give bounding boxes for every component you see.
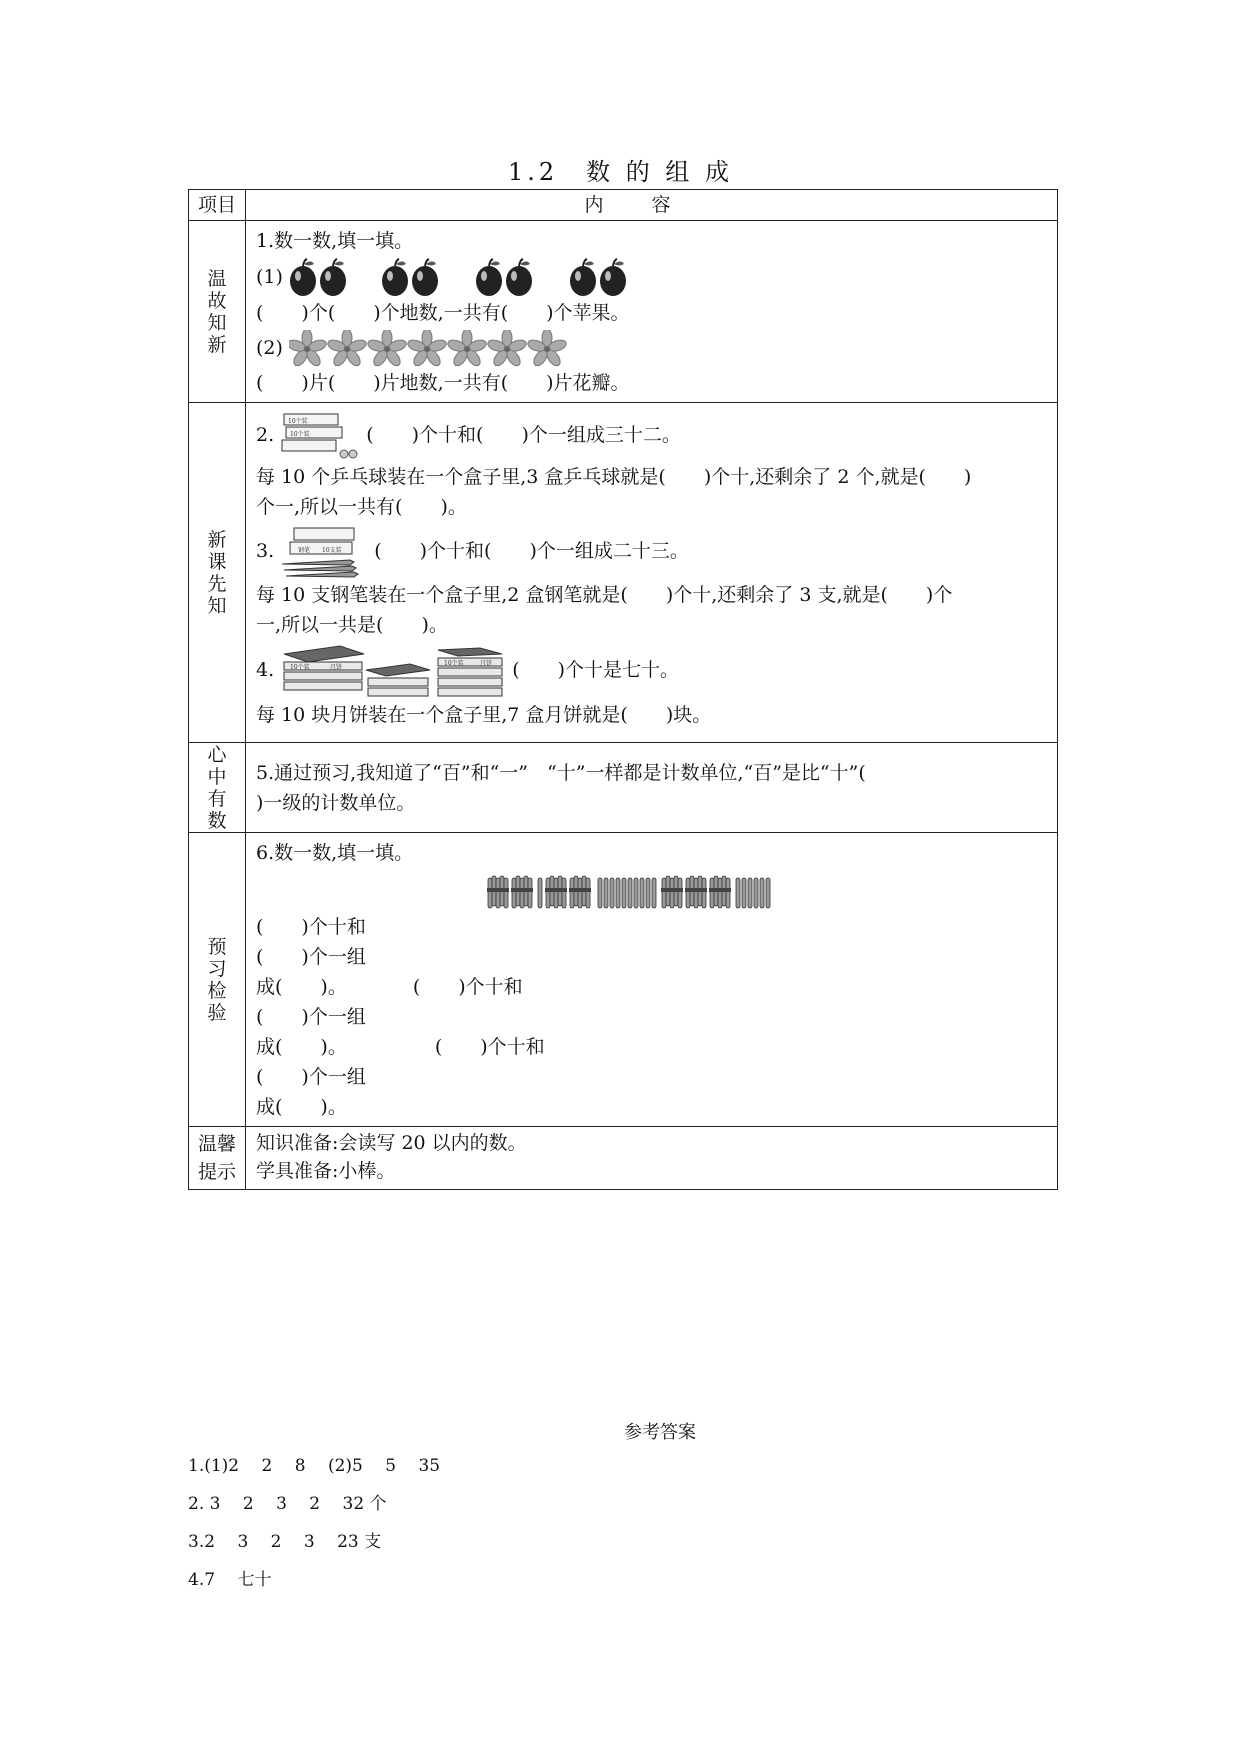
q3-fill-line: ( )个十和( )个一组成二十三。 xyxy=(374,540,689,562)
check-content xyxy=(246,833,1058,1127)
q3-explanation-line-1: 每 10 支钢笔装在一个盒子里,2 盒钢笔就是( )个十,还剩余了 3 支,就是( )个 xyxy=(256,584,953,606)
answers-title: 参考答案 xyxy=(624,1422,696,1443)
answer-item: 4.7 七十 xyxy=(188,1570,272,1590)
header-content-label: 内容 xyxy=(246,190,1058,221)
q6-title: 6.数一数,填一填。 xyxy=(256,842,414,864)
q1-2-fill-line: ( )片( )片地数,一共有( )片花瓣。 xyxy=(256,372,630,394)
worksheet-table xyxy=(188,189,1058,1190)
review-content xyxy=(246,221,1058,403)
svg-text:月饼: 月饼 xyxy=(480,660,493,667)
question-1-title: 1.数一数,填一填。 xyxy=(256,230,414,252)
apple-pairs-illustration xyxy=(289,258,649,298)
tips-line-1: 知识准备:会读写 20 以内的数。 xyxy=(256,1132,527,1154)
new-lesson-content xyxy=(246,403,1058,743)
row-label-review: 温 故 知 新 xyxy=(189,221,246,403)
q6-line-6: ( )个一组 xyxy=(256,1066,366,1088)
svg-text:10支装: 10支装 xyxy=(322,547,342,554)
q6-line-4: ( )个一组 xyxy=(256,1006,366,1028)
svg-text:10个装: 10个装 xyxy=(290,431,310,438)
q2-fill-line: ( )个十和( )个一组成三十二。 xyxy=(366,424,681,446)
q6-line-3b: ( )个十和 xyxy=(412,976,523,998)
q3-number: 3. xyxy=(256,540,275,562)
q4-fill-line: ( )个十是七十。 xyxy=(512,659,680,681)
answers-list xyxy=(188,1447,440,1599)
ping-pong-boxes-illustration xyxy=(280,410,360,462)
q2-explanation-line-2: 个一,所以一共有( )。 xyxy=(256,496,467,518)
sticks-bundles-illustration xyxy=(486,872,796,912)
answer-item: 2. 3 2 3 2 32 个 xyxy=(188,1494,387,1514)
svg-text:10个装: 10个装 xyxy=(444,660,464,667)
row-label-tips: 温馨 提示 xyxy=(189,1127,246,1190)
q6-line-2: ( )个一组 xyxy=(256,946,366,968)
q2-explanation-line-1: 每 10 个乒乓球装在一个盒子里,3 盒乒乓球就是( )个十,还剩余了 2 个,就是( ) xyxy=(256,466,972,488)
svg-text:月饼: 月饼 xyxy=(330,664,343,671)
q4-number: 4. xyxy=(256,659,275,681)
header-item-label: 项目 xyxy=(189,190,246,221)
row-label-check: 预 习 检 验 xyxy=(189,833,246,1127)
flower-petals-illustration xyxy=(289,330,579,368)
q1-2-number: (2) xyxy=(256,337,283,359)
page-title: 1.2 数 的 组 成 xyxy=(507,158,734,186)
answer-item: 1.(1)2 2 8 (2)5 5 35 xyxy=(188,1456,441,1476)
svg-text:10个装: 10个装 xyxy=(290,664,310,671)
q6-line-5: 成( )。 xyxy=(256,1036,347,1058)
row-label-new-lesson: 新 课 先 知 xyxy=(189,403,246,743)
row-label-mind: 心 中 有 数 xyxy=(189,743,246,833)
q6-line-1: ( )个十和 xyxy=(256,916,366,938)
q1-1-number: (1) xyxy=(256,266,283,288)
tips-content xyxy=(246,1127,1058,1190)
q4-explanation-line: 每 10 块月饼装在一个盒子里,7 盒月饼就是( )块。 xyxy=(256,704,712,726)
svg-text:10个装: 10个装 xyxy=(288,418,308,425)
pen-boxes-illustration xyxy=(280,524,368,580)
q6-line-3: 成( )。 xyxy=(256,976,347,998)
tips-line-2: 学具准备:小棒。 xyxy=(256,1160,396,1182)
q6-line-7: 成( )。 xyxy=(256,1096,347,1118)
q5-line-1: 5.通过预习,我知道了“百”和“一” “十”一样都是计数单位,“百”是比“十”( xyxy=(256,762,866,784)
svg-text:钢笔: 钢笔 xyxy=(298,547,311,554)
q6-line-5b: ( )个十和 xyxy=(434,1036,545,1058)
q5-line-2: )一级的计数单位。 xyxy=(256,792,416,814)
q1-1-fill-line: ( )个( )个地数,一共有( )个苹果。 xyxy=(256,302,630,324)
answer-item: 3.2 3 2 3 23 支 xyxy=(188,1532,382,1552)
q2-number: 2. xyxy=(256,424,275,446)
q3-explanation-line-2: 一,所以一共是( )。 xyxy=(256,614,448,636)
mind-content xyxy=(246,743,1058,833)
mooncake-boxes-illustration xyxy=(280,644,506,700)
